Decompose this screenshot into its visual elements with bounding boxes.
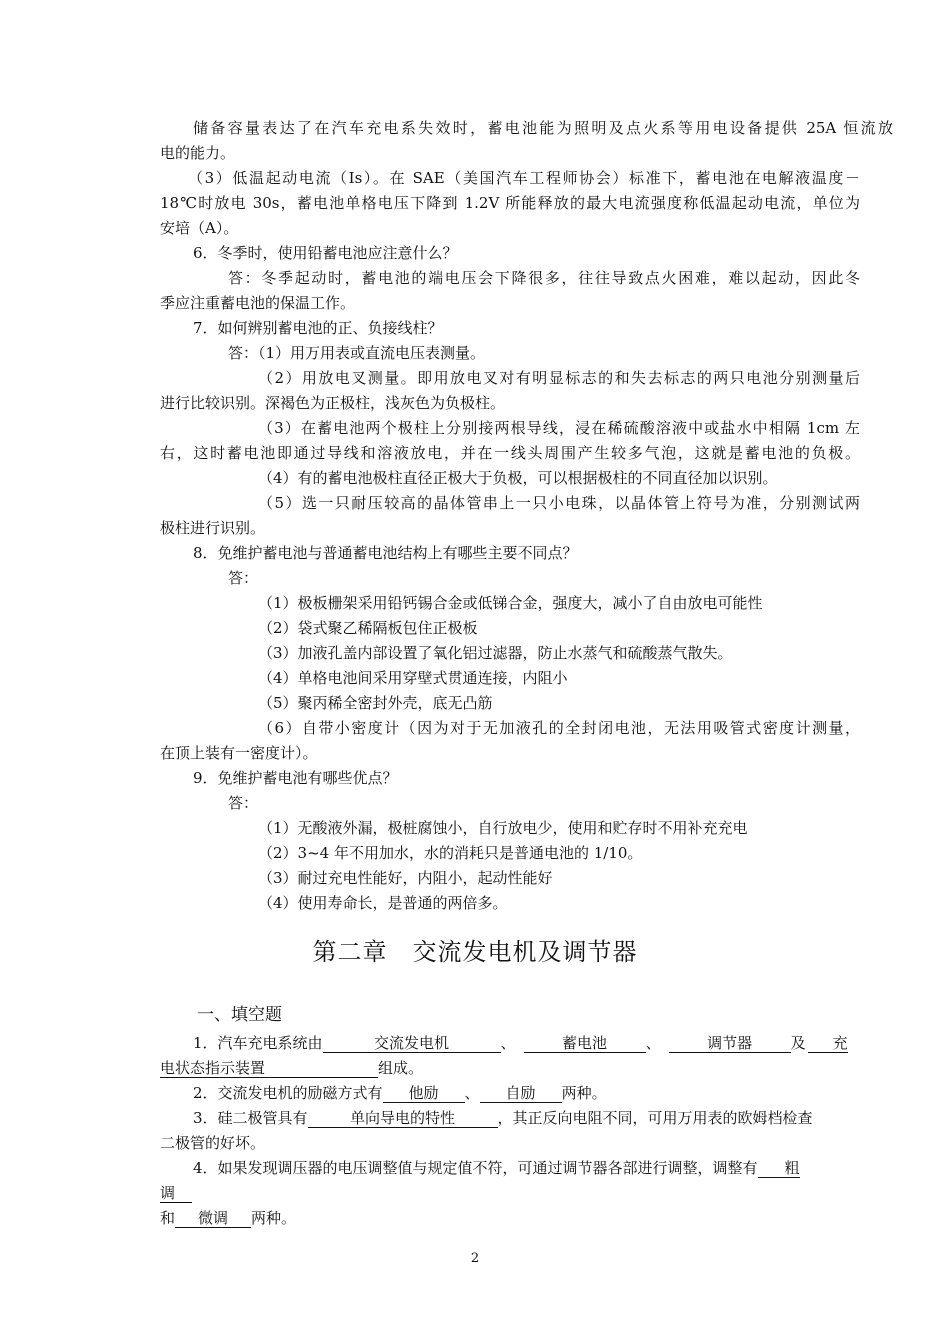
fill-answer: 粗 [758, 1159, 800, 1178]
answer-line: （4）使用寿命长，是普通的两倍多。 [258, 894, 508, 912]
conjunction: 及 [790, 1034, 806, 1052]
text-line: 电的能力。 [160, 144, 236, 162]
fill-prefix: 1．汽车充电系统由 [193, 1034, 323, 1052]
fill-answer: 电状态指示装置 [160, 1059, 378, 1078]
fill-answer: 调 [160, 1184, 192, 1203]
fill-question-4 [193, 1158, 860, 1178]
question-9: 9．免维护蓄电池有哪些优点？ [193, 769, 398, 787]
fill-question-1 [193, 1033, 860, 1053]
answer-line: （2）袋式聚乙稀隔板包住正极板 [258, 619, 478, 637]
separator: 、 [645, 1034, 661, 1052]
text-line: 储备容量表达了在汽车充电系失效时，蓄电池能为照明及点火系等用电设备提供 25A 恒流放 [193, 119, 893, 137]
answer-line: （2）3~4 年不用加水，水的消耗只是普通电池的 1/10。 [258, 844, 643, 862]
fill-suffix: 两种。 [251, 1209, 297, 1227]
answer-line: （5）选一只耐压较高的晶体管串上一只小电珠，以晶体管上符号为准，分别测试两 [258, 494, 860, 512]
text-line: 安培（A）。 [160, 219, 239, 237]
question-7: 7．如何辨别蓄电池的正、负接线柱？ [193, 319, 443, 337]
chapter-title: 第二章 交流发电机及调节器 [312, 938, 638, 966]
answer-line: （1）极板栅架采用铅钙锡合金或低锑合金，强度大，减小了自由放电可能性 [258, 594, 763, 612]
answer-line: （2）用放电叉测量。即用放电叉对有明显标志的和失去标志的两只电池分别测量后 [258, 369, 860, 387]
question-8: 8．免维护蓄电池与普通蓄电池结构上有哪些主要不同点？ [193, 544, 578, 562]
text-line: 季应注重蓄电池的保温工作。 [160, 294, 356, 312]
answer-line: （3）在蓄电池两个极柱上分别接两根导线，浸在稀硫酸溶液中或盐水中相隔 1cm 左 [258, 419, 860, 437]
fill-answer: 自励 [480, 1084, 562, 1103]
answer-line: 答：（1）用万用表或直流电压表测量。 [228, 344, 486, 362]
text-line: 18℃时放电 30s，蓄电池单格电压下降到 1.2V 所能释放的最大电流强度称低温起动电流，单位为 [160, 194, 860, 212]
fill-suffix: ，其正反向电阻不同，可用万用表的欧姆档检查 [497, 1109, 813, 1127]
fill-question-1-cont [160, 1058, 860, 1078]
text-line: （3）低温起动电流（Is）。在 SAE（美国汽车工程师协会）标准下，蓄电池在电解液温度－ [188, 169, 860, 187]
answer-line: （1）无酸液外漏，极桩腐蚀小，自行放电少，使用和贮存时不用补充充电 [258, 819, 748, 837]
text-line: 在顶上装有一密度计）。 [160, 744, 318, 762]
page-number: 2 [470, 1251, 480, 1266]
answer-line: （6）自带小密度计（因为对于无加液孔的全封闭电池，无法用吸管式密度计测量， [258, 719, 860, 737]
question-6: 6．冬季时，使用铅蓄电池应注意什么？ [193, 244, 458, 262]
fill-prefix: 4．如果发现调压器的电压调整值与规定值不符，可通过调节器各部进行调整，调整有 [193, 1159, 758, 1177]
answer-line: （4）单格电池间采用穿壁式贯通连接，内阻小 [258, 669, 568, 687]
section-title: 一、填空题 [197, 1005, 282, 1025]
conjunction: 和 [160, 1209, 176, 1227]
text-line: 二极管的好坏。 [160, 1134, 266, 1152]
separator: 、 [500, 1034, 516, 1052]
separator: 、 [464, 1084, 480, 1102]
fill-question-3 [193, 1108, 860, 1128]
fill-answer: 充 [808, 1034, 848, 1053]
answer-line: （3）耐过充电性能好，内阻小，起动性能好 [258, 869, 553, 887]
fill-suffix: 组成。 [378, 1059, 424, 1077]
fill-answer: 单向导电的特性 [308, 1109, 498, 1128]
fill-answer: 微调 [175, 1209, 251, 1228]
fill-question-4-cont [160, 1183, 860, 1203]
fill-prefix: 3．硅二极管具有 [193, 1109, 308, 1127]
answer-line: 答：冬季起动时，蓄电池的端电压会下降很多，往往导致点火困难，难以起动，因此冬 [228, 269, 860, 287]
fill-answer: 交流发电机 [323, 1034, 501, 1053]
fill-question-2 [193, 1083, 893, 1103]
answer-label: 答： [228, 794, 259, 812]
fill-answer: 调节器 [669, 1034, 791, 1053]
fill-question-4-cont [160, 1208, 860, 1228]
fill-prefix: 2．交流发电机的励磁方式有 [193, 1084, 383, 1102]
fill-answer: 蓄电池 [524, 1034, 646, 1053]
answer-line: （5）聚丙稀全密封外壳，底无凸筋 [258, 694, 493, 712]
answer-label: 答： [228, 569, 259, 587]
text-line: 极柱进行识别。 [160, 519, 266, 537]
text-line: 进行比较识别。深褐色为正极柱，浅灰色为负极柱。 [160, 394, 506, 412]
answer-line: （3）加液孔盖内部设置了氧化铝过滤器，防止水蒸气和硫酸蒸气散失。 [258, 644, 733, 662]
text-line: 右，这时蓄电池即通过导线和溶液放电，并在一线头周围产生较多气泡，这就是蓄电池的负极。 [160, 444, 860, 462]
fill-suffix: 两种。 [561, 1084, 607, 1102]
answer-line: （4）有的蓄电池极柱直径正极大于负极，可以根据极柱的不同直径加以识别。 [258, 469, 778, 487]
fill-answer: 他励 [383, 1084, 465, 1103]
